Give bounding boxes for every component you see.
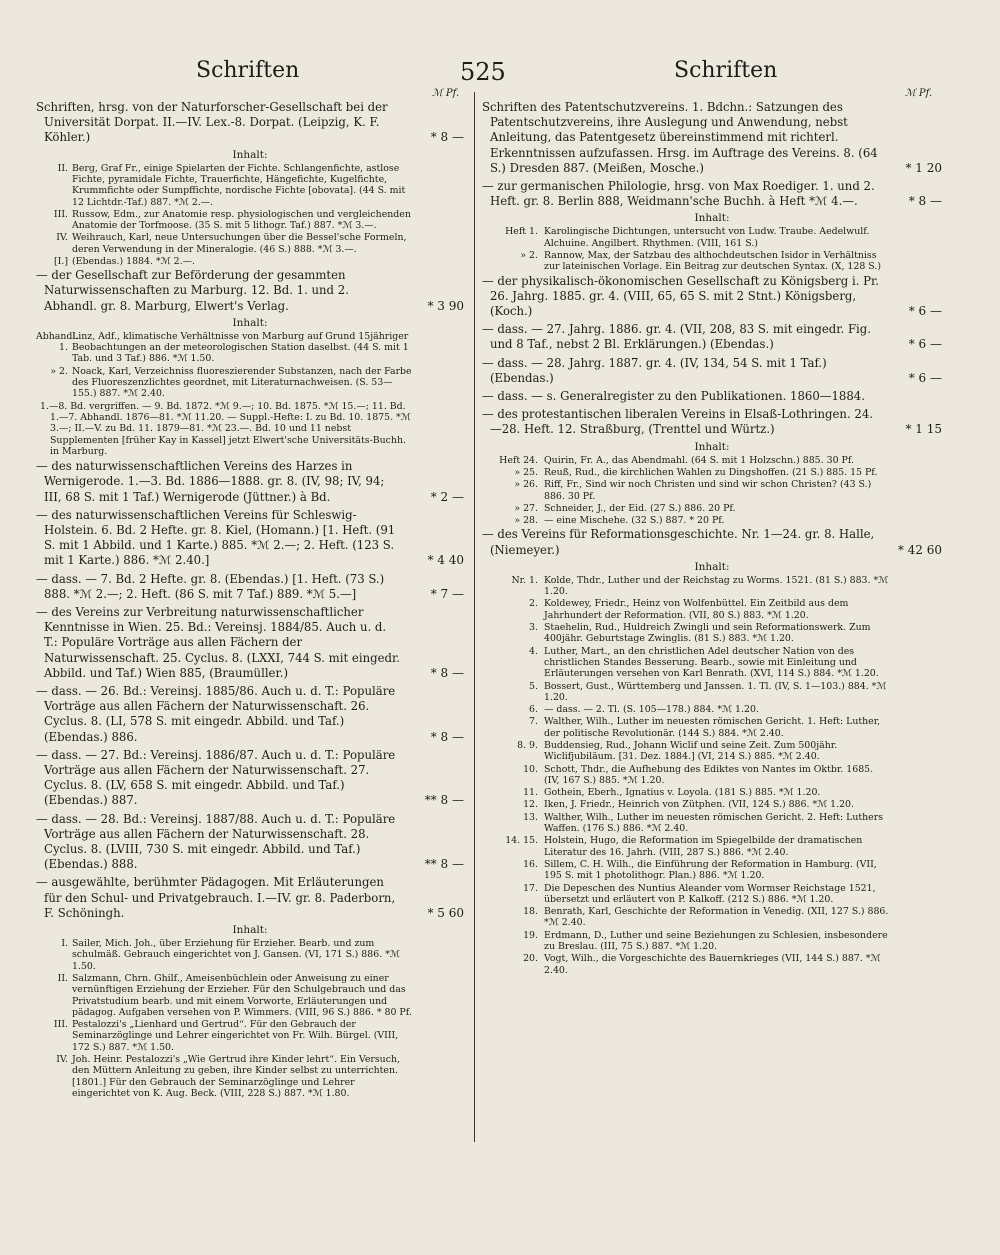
entry-text: — der physikalisch-ökonomischen Gesellschaft zu Königsberg i. Pr. 26. Jahrg. 1885. gr. 4. (VIII, 65, 65 S. mit 2 Stnt.) Königsberg, (Koch.)	[482, 273, 880, 319]
catalog-entry	[482, 179, 942, 209]
contents-item	[482, 740, 942, 763]
contents-item	[482, 503, 942, 514]
entry-text: — des Vereins für Reformationsgeschichte. Nr. 1—24. gr. 8. Halle, (Niemeyer.)	[482, 527, 875, 557]
entry-text: — dass. — 26. Bd.: Vereinsj. 1885/86. Auch u. d. T.: Populäre Vorträge aus allen Fächern der Naturwissenschaft. 26. Cyclus. 8. (LI, 578 S. mit eingedr. Abbild. und Taf.) (Ebendas.) 886.	[36, 684, 396, 744]
contents-item	[482, 455, 942, 466]
contents-item	[482, 479, 942, 502]
catalog-entry	[36, 268, 464, 314]
contents-item-number: » 2.	[520, 250, 538, 262]
contents-item	[36, 163, 464, 208]
contents-item-number: 7.	[529, 716, 538, 728]
contents-item-number: Nr. 1.	[511, 574, 538, 586]
catalog-entry	[36, 508, 464, 569]
contents-item-text: Iken, J. Friedr., Heinrich von Zütphen. (VII, 124 S.) 886. *ℳ 1.20.	[544, 799, 854, 811]
contents-heading: Inhalt:	[694, 212, 730, 225]
entry-price: * 2 —	[430, 489, 464, 504]
contents-item-number: 20.	[523, 953, 538, 965]
entry-price: ** 8 —	[424, 857, 464, 872]
entry-price: * 6 —	[908, 304, 942, 319]
contents-item-text: Walther, Wilh., Luther im neuesten römischen Gericht. 1. Heft: Luther, der politische Revolutionär. (144 S.) 884. *ℳ 2.40.	[544, 716, 881, 739]
entry-text: — dass. — 27. Bd.: Vereinsj. 1886/87. Auch u. d. T.: Populäre Vorträge aus allen Fächern der Naturwissenschaft. 27. Cyclus. 8. (LV, 658 S. mit eingedr. Abbild. und Taf.) (Ebendas.) 887.	[36, 747, 396, 808]
contents-item	[482, 764, 942, 787]
contents-item-text: Luther, Mart., an den christlichen Adel deutscher Nation von des christlichen Standes Besserung. Bearb., sowie mit Einleitung und Erläuterungen versehen von Karl Benrath. (XVI, 114 S.) 884. *ℳ 1.20.	[544, 645, 879, 680]
contents-item-number: 12.	[523, 799, 538, 811]
contents-item	[482, 812, 942, 835]
contents-item-number: 11.	[523, 787, 538, 799]
contents-item-text: Koldewey, Friedr., Heinz von Wolfenbüttel. Ein Zeitbild aus dem Jahrhundert der Reformation. (VII, 80 S.) 883. *ℳ 1.20.	[544, 598, 849, 621]
entry-price: * 8 —	[430, 130, 464, 145]
right-column	[482, 100, 942, 977]
entry-price: * 1 15	[905, 422, 942, 437]
contents-item-text: Buddensieg, Rud., Johann Wiclif und seine Zeit. Zum 500jähr. Wiclifjubiläum. [31. Dez. 1884.] (VI, 214 S.) 885. *ℳ 2.40.	[544, 739, 838, 763]
contents-item	[36, 1054, 464, 1099]
contents-item	[482, 835, 942, 858]
contents-item	[482, 704, 942, 715]
contents-item	[482, 859, 942, 882]
contents-item-text: Walther, Wilh., Luther im neuesten römischen Gericht. 2. Heft: Luthers Waffen. (176 S.) 886. *ℳ 2.40.	[544, 811, 884, 835]
contents-item-number: Heft 24.	[499, 454, 538, 466]
contents-item-text: Pestalozzi's „Lienhard und Gertrud“. Für den Gebrauch der Seminarzöglinge und Lehrer eingerichtet von Fr. Wilh. Bürgel. (VIII, 172 S.) 887. *ℳ 1.50.	[72, 1019, 399, 1053]
entry-price: * 8 —	[908, 194, 942, 209]
contents-item-number: I.	[61, 938, 68, 950]
contents-item-text: Erdmann, D., Luther und seine Beziehungen zu Schlesien, insbesondere zu Breslau. (III, 75 S.) 887. *ℳ 1.20.	[544, 929, 888, 953]
catalog-entry	[36, 748, 464, 809]
contents-item	[482, 515, 942, 526]
contents-heading: Inhalt:	[694, 440, 730, 453]
contents-item	[482, 646, 942, 680]
contents-item	[482, 575, 942, 598]
contents-item	[36, 209, 464, 232]
left-column	[36, 100, 464, 1100]
contents-item-text: Die Depeschen des Nuntius Aleander vom Wormser Reichstage 1521, übersetzt und erläutert von P. Kalkoff. (212 S.) 886. *ℳ 1.20.	[544, 882, 876, 905]
contents-item-number: IV.	[56, 232, 68, 244]
entry-price: * 5 60	[427, 905, 464, 920]
contents-item-number: 8. 9.	[517, 739, 538, 751]
catalog-entry	[482, 527, 942, 557]
contents-item-number: 5.	[529, 680, 538, 692]
contents-item-number: Abhandl. 1.	[36, 330, 79, 354]
contents-item-number: III.	[53, 1019, 68, 1031]
contents-item	[482, 883, 942, 906]
entry-text: — des naturwissenschaftlichen Vereins des Harzes in Wernigerode. 1.—3. Bd. 1886—1888. gr. 8. (IV, 98; IV, 94; III, 68 S. mit 1 Taf.) Wernigerode (Jüttner.) à Bd.	[36, 459, 385, 504]
contents-item-number: » 2.	[50, 365, 68, 377]
contents-item-number: 4.	[529, 645, 538, 657]
contents-item-number: 16.	[523, 858, 538, 870]
entry-price: * 4 40	[427, 553, 464, 568]
contents-item	[482, 930, 942, 953]
contents-item	[482, 787, 942, 798]
catalog-entry	[482, 356, 942, 386]
contents-item-text: Gothein, Eberh., Ignatius v. Loyola. (181 S.) 885. *ℳ 1.20.	[544, 787, 821, 799]
contents-item	[482, 681, 942, 704]
contents-item	[482, 953, 942, 976]
catalog-entry	[482, 100, 942, 176]
contents-item-number: 6.	[529, 704, 538, 716]
catalog-entry	[36, 684, 464, 745]
contents-heading: Inhalt:	[694, 560, 730, 573]
contents-item	[482, 598, 942, 621]
entry-text: — ausgewählte, berühmter Pädagogen. Mit Erläuterungen für den Schul- und Privatgebrauch. I.—IV. gr. 8. Paderborn, F. Schöningh.	[36, 875, 396, 920]
contents-heading: Inhalt:	[232, 148, 268, 161]
contents-item	[36, 366, 464, 400]
entry-price: * 3 90	[427, 298, 464, 313]
entry-text: — des naturwissenschaftlichen Vereins für Schleswig-Holstein. 6. Bd. 2 Hefte. gr. 8. Kiel, (Homann.) [1. Heft. (91 S. mit 1 Abbild. und 1 Karte.) 885. *ℳ 2.—; 2. Heft. (123 S. mit 1 Karte.) 886. *ℳ 2.40.]	[36, 507, 396, 568]
contents-item-text: Sailer, Mich. Joh., über Erziehung für Erzieher. Bearb. und zum schulmäß. Gebrauch eingerichtet von J. Gansen. (VI, 171 S.) 886. *ℳ 1.50.	[72, 938, 400, 972]
contents-item-text: Vogt, Wilh., die Vorgeschichte des Bauernkrieges (VII, 144 S.) 887. *ℳ 2.40.	[544, 953, 881, 976]
contents-item-number: IV.	[56, 1054, 68, 1066]
entry-price: * 42 60	[897, 542, 942, 557]
column-divider	[474, 92, 475, 1142]
contents-item-text: Sillem, C. H. Wilh., die Einführung der Reformation in Hamburg. (VII, 195 S. mit 1 photolithogr. Plan.) 886. *ℳ 1.20.	[544, 858, 877, 882]
catalog-note: 1.—8. Bd. vergriffen. — 9. Bd. 1872. *ℳ 9.—; 10. Bd. 1875. *ℳ 15.—; 11. Bd. 1.—7. Abhandl. 1876—81. *ℳ 11.20. — Suppl.-Hefte: I. zu Bd. 10. 1875. *ℳ 3.—; II.—V. zu Bd. 11. 1879—81. *ℳ 23.—. Bd. 10 und 11 nebst Supplementen [früher Kay in Kassel] jetzt Elwert'sche Universitäts-Buchh. in Marburg.	[40, 400, 411, 457]
catalog-entry	[36, 459, 464, 505]
contents-item-text: Schneider, J., der Eid. (27 S.) 886. 20 Pf.	[544, 502, 736, 514]
contents-item-number: 17.	[523, 882, 538, 894]
contents-item-text: Riff, Fr., Sind wir noch Christen und sind wir schon Christen? (43 S.) 886. 30 Pf.	[544, 479, 872, 502]
contents-heading: Inhalt:	[232, 924, 268, 937]
entry-price: * 1 20	[905, 160, 942, 175]
contents-item-text: Linz, Adf., klimatische Verhältnisse von Marburg auf Grund 15jähriger Beobachtungen an der meteorologischen Station daselbst. (44 S. mit 1 Tab. und 3 Taf.) 886. *ℳ 1.50.	[72, 330, 409, 365]
page-number: 525	[460, 58, 506, 86]
entry-text: — dass. — 7. Bd. 2 Hefte. gr. 8. (Ebendas.) [1. Heft. (73 S.) 888. *ℳ 2.—; 2. Heft. (86 S. mit 7 Taf.) 889. *ℳ 5.—]	[36, 571, 385, 601]
entry-price: ** 8 —	[424, 793, 464, 808]
contents-item-text: Bossert, Gust., Württemberg und Janssen. 1. Tl. (IV, S. 1—103.) 884. *ℳ 1.20.	[544, 680, 887, 703]
contents-item-number: » 25.	[514, 466, 538, 478]
catalog-entry	[36, 812, 464, 873]
contents-item-number: » 26.	[514, 479, 538, 491]
entry-text: — dass. — 28. Bd.: Vereinsj. 1887/88. Auch u. d. T.: Populäre Vorträge aus allen Fächern der Naturwissenschaft. 28. Cyclus. 8. (LVIII, 730 S. mit eingedr. Abbild. und Taf.) (Ebendas.) 888.	[36, 811, 396, 872]
contents-item-number: 19.	[523, 929, 538, 941]
contents-item-text: Berg, Graf Fr., einige Spielarten der Fichte. Schlangenfichte, astlose Fichte, pyramidale Fichte, Trauerfichte, Hängefichte, Kugelfichte, Krummfichte oder Sumpffichte, nordische Fichte [obovata]. (44 S. mit 12 Lichtdr.-Taf.) 887. *ℳ 2.—.	[72, 162, 406, 208]
contents-item-number: 14. 15.	[505, 835, 538, 847]
entry-text: — des Vereins zur Verbreitung naturwissenschaftlicher Kenntnisse in Wien. 25. Bd.: Vereinsj. 1884/85. Auch u. d. T.: Populäre Vorträge aus allen Fächern der Naturwissenschaft. 25. Cyclus. 8. (LXXI, 744 S. mit eingedr. Abbild. und Taf.) Wien 885, (Braumüller.)	[36, 604, 400, 680]
entry-text: — zur germanischen Philologie, hrsg. von Max Roediger. 1. und 2. Heft. gr. 8. Berlin 888, Weidmann'sche Buchh. à Heft *ℳ 4.—.	[482, 179, 875, 209]
contents-item	[482, 906, 942, 929]
contents-item-number: II.	[57, 972, 68, 984]
entry-text: — der Gesellschaft zur Beförderung der gesammten Naturwissenschaften zu Marburg. 12. Bd. 1. und 2. Abhandl. gr. 8. Marburg, Elwert's Verlag.	[36, 268, 349, 313]
contents-item	[482, 799, 942, 810]
contents-item-number: III.	[53, 208, 68, 220]
entry-price: * 6 —	[908, 370, 942, 385]
contents-item-text: Russow, Edm., zur Anatomie resp. physiologischen und vergleichenden Anatomie der Torfmoose. (35 S. mit 5 lithogr. Taf.) 887. *ℳ 3.—.	[72, 208, 411, 232]
contents-item-number: » 28.	[514, 515, 538, 527]
contents-item-number: 2.	[529, 598, 538, 610]
contents-item-text: Schott, Thdr., die Aufhebung des Ediktes von Nantes im Oktbr. 1685. (IV, 167 S.) 885. *ℳ 1.20.	[544, 763, 874, 786]
contents-item	[36, 1019, 464, 1053]
contents-item-text: Rannow, Max, der Satzbau des althochdeutschen Isidor in Verhältniss zur lateinischen Vorlage. Ein Beitrag zur deutschen Syntax. (X, 128 S.)	[544, 250, 881, 273]
catalog-entry	[482, 322, 942, 352]
contents-item-text: — eine Mischehe. (32 S.) 887. * 20 Pf.	[544, 515, 725, 527]
contents-item-number: 18.	[523, 906, 538, 918]
contents-item	[482, 226, 942, 249]
contents-item	[482, 622, 942, 645]
contents-item-number: 3.	[529, 622, 538, 634]
contents-item	[36, 331, 464, 365]
contents-item-text: Weihrauch, Karl, neue Untersuchungen über die Bessel'sche Formeln, deren Verwendung in der Mineralogie. (46 S.) 888. *ℳ 3.—.	[72, 232, 407, 255]
contents-item-number: 10.	[523, 763, 538, 775]
entry-price: * 7 —	[430, 586, 464, 601]
currency-header-right: ℳ Pf.	[905, 88, 933, 99]
catalog-entry	[482, 389, 942, 404]
contents-item-text: Staehelin, Rud., Huldreich Zwingli und sein Reformationswerk. Zum 400jähr. Geburtstage Zwinglis. (81 S.) 883. *ℳ 1.20.	[544, 622, 871, 645]
contents-item-text: Quirin, Fr. A., das Abendmahl. (64 S. mit 1 Holzschn.) 885. 30 Pf.	[544, 454, 854, 466]
contents-item-number: [I.]	[54, 255, 68, 267]
contents-item-number: II.	[57, 162, 68, 174]
contents-item-text: Noack, Karl, Verzeichniss fluoreszierender Substanzen, nach der Farbe des Fluoreszenzlichtes geordnet, mit Literaturnachweisen. (S. 53—155.) 887. *ℳ 2.40.	[72, 365, 412, 400]
entry-text: — des protestantischen liberalen Vereins in Elsaß-Lothringen. 24.—28. Heft. 12. Straßburg, (Trenttel und Würtz.)	[482, 407, 873, 437]
running-header-left: Schriften	[196, 58, 300, 83]
contents-item-number: 13.	[523, 811, 538, 823]
entry-text: — dass. — s. Generalregister zu den Publikationen. 1860—1884.	[482, 389, 865, 404]
contents-item	[36, 973, 464, 1018]
currency-header-left: ℳ Pf.	[432, 88, 460, 99]
contents-item	[482, 250, 942, 273]
contents-item-text: Salzmann, Chrn. Ghilf., Ameisenbüchlein oder Anweisung zu einer vernünftigen Erziehung der Erzieher. Für den Schulgebrauch und das Privatstudium bearb. und mit einem Vorworte, Erläuterungen und pädagog. Aufgaben versehen von P. Wimmers. (VIII, 96 S.) 886. * 80 Pf.	[72, 972, 412, 1018]
running-header-right: Schriften	[674, 58, 778, 83]
entry-text: — dass. — 27. Jahrg. 1886. gr. 4. (VII, 208, 83 S. mit eingedr. Fig. und 8 Taf., nebst 2 Bl. Erklärungen.) (Ebendas.)	[482, 322, 871, 352]
contents-item	[482, 467, 942, 478]
contents-item-text: Holstein, Hugo, die Reformation im Spiegelbilde der dramatischen Literatur des 16. Jahrh. (VIII, 287 S.) 886. *ℳ 2.40.	[544, 835, 863, 858]
catalog-entry	[482, 274, 942, 320]
contents-item	[36, 232, 464, 255]
contents-item	[482, 716, 942, 739]
contents-item-text: Karolingische Dichtungen, untersucht von Ludw. Traube. Aedelwulf. Alchuine. Angilbert. Rhythmen. (VIII, 161 S.)	[544, 226, 870, 249]
entry-text: — dass. — 28. Jahrg. 1887. gr. 4. (IV, 134, 54 S. mit 1 Taf.) (Ebendas.)	[482, 355, 827, 385]
entry-text: Schriften des Patentschutzvereins. 1. Bdchn.: Satzungen des Patentschutzvereins, ihre Auslegung und Anwendung, nebst Anleitung, das Patentgesetz übereinstimmend mit richterl. Erkenntnissen aufzufassen. Hrsg. im Auftrage des Vereins. 8. (64 S.) Dresden 887. (Meißen, Mosche.)	[482, 100, 878, 175]
contents-item-text: Kolde, Thdr., Luther und der Reichstag zu Worms. 1521. (81 S.) 883. *ℳ 1.20.	[544, 574, 889, 598]
contents-item-text: Reuß, Rud., die kirchlichen Wahlen zu Dingshoffen. (21 S.) 885. 15 Pf.	[544, 466, 878, 478]
contents-item-number: Heft 1.	[505, 226, 538, 238]
entry-price: * 8 —	[430, 729, 464, 744]
catalog-entry	[482, 407, 942, 437]
entry-price: * 6 —	[908, 337, 942, 352]
catalog-entry	[36, 572, 464, 602]
contents-heading: Inhalt:	[232, 316, 268, 329]
catalog-entry	[36, 100, 464, 146]
contents-item-text: — dass. — 2. Tl. (S. 105—178.) 884. *ℳ 1.20.	[544, 704, 759, 716]
contents-item-text: Joh. Heinr. Pestalozzi's „Wie Gertrud ihre Kinder lehrt“. Ein Versuch, den Müttern Anleitung zu geben, ihre Kinder selbst zu unterrichten. [1801.] Für den Gebrauch der Seminarzöglinge und Lehrer eingerichtet von K. Aug. Beck. (VIII, 228 S.) 887. *ℳ 1.80.	[72, 1054, 400, 1099]
contents-item	[36, 256, 464, 267]
entry-text: Schriften, hrsg. von der Naturforscher-Gesellschaft bei der Universität Dorpat. II.—IV. Lex.-8. Dorpat. (Leipzig, K. F. Köhler.)	[36, 100, 388, 145]
contents-item	[36, 938, 464, 972]
contents-item-text: Benrath, Karl, Geschichte der Reformation in Venedig. (XII, 127 S.) 886. *ℳ 2.40.	[544, 906, 889, 929]
catalog-entry	[36, 605, 464, 681]
contents-item-text: (Ebendas.) 1884. *ℳ 2.—.	[72, 255, 195, 267]
entry-price: * 8 —	[430, 665, 464, 680]
catalog-entry	[36, 875, 464, 921]
contents-item-number: » 27.	[514, 502, 538, 514]
